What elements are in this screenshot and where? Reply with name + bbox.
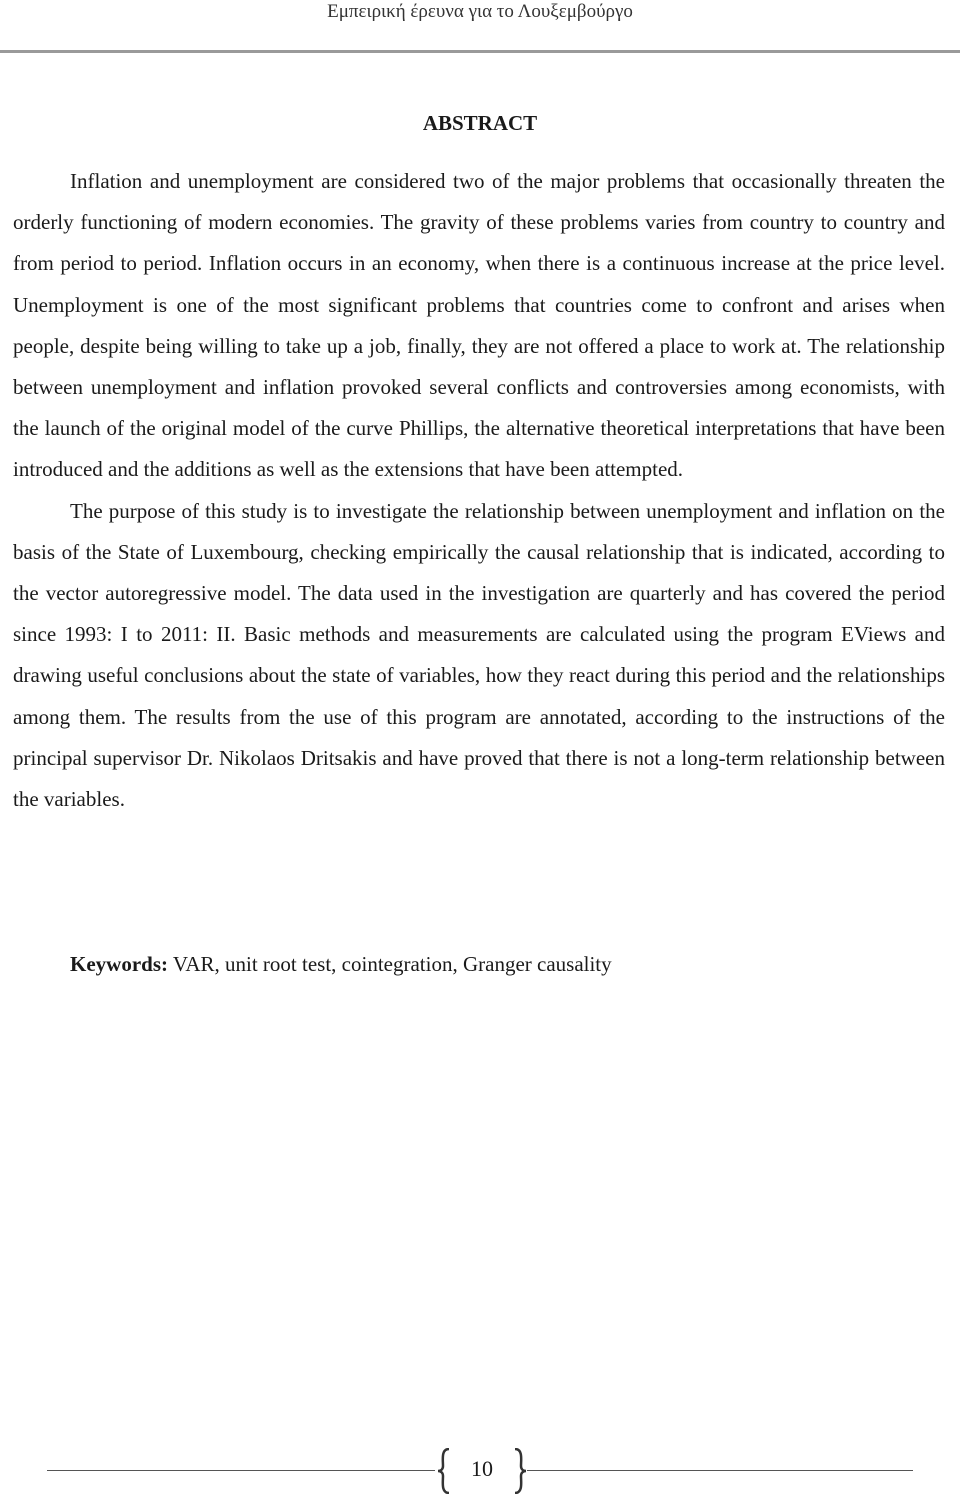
abstract-body bbox=[13, 161, 945, 820]
abstract-paragraph-1: Inflation and unemployment are considered two of the major problems that occasionally threaten the orderly functioning of modern economies. The gravity of these problems varies from country to country and from period to period. Inflation occurs in an economy, when there is a continuous increase at the price level. Unemployment is one of the most significant problems that countries come to confront and arises when people, despite being willing to take up a job, finally, they are not offered a place to work at. The relationship between unemployment and inflation provoked several conflicts and controversies among economists, with the launch of the original model of the curve Phillips, the alternative theoretical interpretations that have been introduced and the additions as well as the extensions that have been attempted. bbox=[13, 169, 945, 482]
keywords bbox=[70, 949, 930, 979]
keywords-label: Keywords: bbox=[70, 952, 168, 976]
abstract-title: ABSTRACT bbox=[422, 111, 538, 135]
running-header: Εμπειρική έρευνα για το Λουξεμβούργο bbox=[327, 1, 633, 22]
header-rule bbox=[0, 50, 960, 53]
abstract-paragraph-2: The purpose of this study is to investigate the relationship between unemployment and inflation on the basis of the State of Luxembourg, checking empirically the causal relationship that is indicated, according to the vector autoregressive model. The data used in the investigation are quarterly and has covered the period since 1993: I to 2011: II. Basic methods and measurements are calculated using the program EViews and drawing useful conclusions about the state of variables, how they react during this period and the relationships among them. The results from the use of this program are annotated, according to the instructions of the principal supervisor Dr. Nikolaos Dritsakis and have proved that there is not a long-term relationship between the variables. bbox=[13, 498, 945, 812]
footer-rule-right bbox=[527, 1470, 913, 1471]
page-footer bbox=[0, 1448, 960, 1494]
footer-rule-left bbox=[47, 1470, 435, 1471]
right-brace-icon bbox=[513, 1448, 527, 1494]
page-number: 10 bbox=[471, 1456, 493, 1481]
keywords-list: VAR, unit root test, cointegration, Granger causality bbox=[172, 952, 612, 976]
